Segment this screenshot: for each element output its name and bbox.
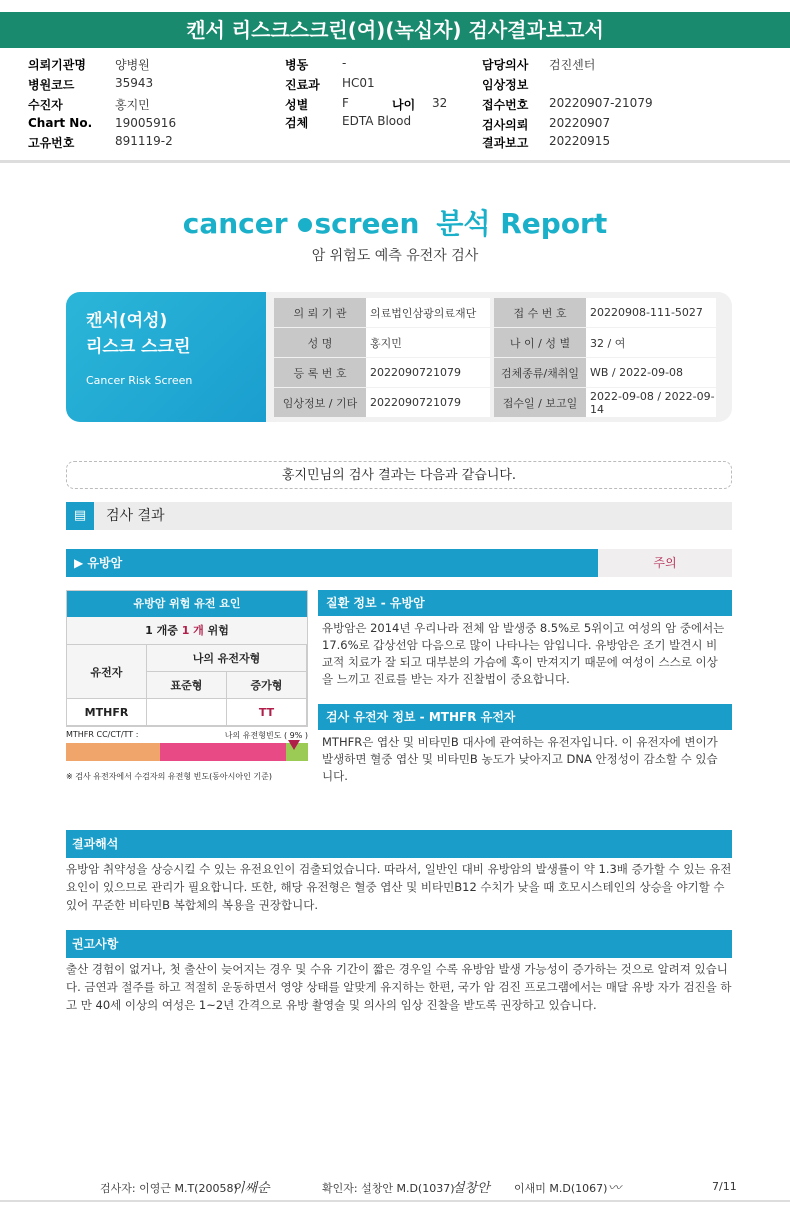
gene-column-header: 유전자 <box>67 645 147 699</box>
frequency-segment <box>160 743 286 761</box>
card-english-title: Cancer Risk Screen <box>86 374 193 387</box>
report-subtitle: 암 위험도 예측 유전자 검사 <box>311 248 479 264</box>
age-value: 32 <box>432 96 448 110</box>
header-value: 20220907-21079 <box>549 96 653 110</box>
count-number: 1 개 <box>181 624 204 637</box>
header-key: 의뢰기관명 <box>28 58 86 72</box>
card-row <box>274 358 724 387</box>
increased-value: TT <box>227 699 307 726</box>
patient-header <box>0 56 790 156</box>
frequency-note: ※ 검사 유전자에서 수검자의 유전형 빈도(동아시아인 기준) <box>66 772 272 781</box>
logo-dot-icon <box>298 218 312 232</box>
risk-count <box>67 617 307 645</box>
freq-right-label: 나의 유전형빈도 ( 9% ) <box>224 731 308 740</box>
interpretation-body: 유방암 취약성을 상승시킬 수 있는 유전요인이 검출되었습니다. 따라서, 일반인 대비 유방암의 발생률이 약 1.3배 증가할 수 있는 유전요인이 있으므로 관리가 필요합니다. 또한, 해당 유전형은 혈중 엽산 및 비타민B12 수치가 낮을 때 호모시스테인의 상승을 야기할 수 있어 꾸준한 비타민B 복합체의 복용을 권장합니다. <box>66 862 732 912</box>
header-key: 진료과 <box>285 78 320 92</box>
logo-report-text: 분석 Report <box>436 207 608 240</box>
disease-info-title: 질환 정보 - 유방암 <box>318 590 732 616</box>
header-key: 접수번호 <box>482 98 529 112</box>
count-prefix: 1 개중 <box>145 624 182 637</box>
report-title: 캔서 리스크스크린(여)(녹십자) 검사결과보고서 <box>0 12 790 48</box>
header-value: HC01 <box>342 76 375 90</box>
risk-table-header: 유방암 위험 유전 요인 <box>67 591 307 617</box>
interpretation-box <box>66 830 732 914</box>
card-value: 홍지민 <box>366 328 490 357</box>
recommendation-title: 권고사항 <box>66 930 732 958</box>
gene-info-box <box>318 704 732 785</box>
header-value: EDTA Blood <box>342 114 412 128</box>
header-key: 결과보고 <box>482 136 529 150</box>
section-title: 검사 결과 <box>106 508 165 524</box>
card-value: 2022090721079 <box>366 388 490 417</box>
freq-left-label: MTHFR CC/CT/TT : <box>66 730 139 739</box>
card-row <box>274 388 724 417</box>
confirmer-label: 확인자: 설창안 M.D(1037) <box>322 1182 455 1195</box>
genotype-header: 나의 유전자형 <box>147 645 307 672</box>
section-header <box>66 502 732 530</box>
cancer-screen-logo <box>0 202 790 242</box>
card-label: 등 록 번 호 <box>274 358 366 387</box>
cancer-result-bar <box>66 549 732 577</box>
summary-card <box>66 292 732 422</box>
interpretation-title: 결과해석 <box>66 830 732 858</box>
frequency-bar <box>66 743 308 761</box>
card-label: 검체종류/채취일 <box>494 358 586 387</box>
standard-value <box>147 699 227 726</box>
logo-cancer-text: cancer <box>182 207 288 240</box>
count-suffix: 위험 <box>203 624 229 637</box>
card-value: 2022090721079 <box>366 358 490 387</box>
third-signature-icon: 〰 <box>608 1181 622 1196</box>
card-title-line2: 리스크 스크린 <box>86 337 191 357</box>
header-key: 성별 <box>285 98 309 112</box>
header-key: 병원코드 <box>28 78 75 92</box>
cancer-name: ▶ 유방암 <box>66 549 598 577</box>
header-key: 고유번호 <box>28 136 75 150</box>
folder-icon: ▤ <box>66 502 94 530</box>
risk-factor-table <box>66 590 308 727</box>
header-key: 검체 <box>285 116 309 130</box>
recommendation-body: 출산 경험이 없거나, 첫 출산이 늦어지는 경우 및 수유 기간이 짧은 경우일 수록 유방암 발생 가능성이 증가하는 것으로 알려져 있습니다. 금연과 절주를 하고 적절히 운동하면서 영양 상태를 알맞게 유지하는 한편, 국가 암 검진 프로그램에서는 매달 유방 자가 검진을 하고 만 40세 이상의 여성은 1~2년 간격으로 유방 촬영술 및 의사의 임상 진찰을 받도록 권장하고 있습니다. <box>66 962 732 1012</box>
header-divider <box>0 160 790 163</box>
header-key: 담당의사 <box>482 58 529 72</box>
card-row <box>274 298 724 327</box>
tester-signature: 이쌔순 <box>232 1181 270 1196</box>
footer-divider <box>0 1200 790 1202</box>
card-value: WB / 2022-09-08 <box>586 358 716 387</box>
genotype-frequency <box>66 730 308 782</box>
header-value: 35943 <box>115 76 154 90</box>
header-key: 수진자 <box>28 98 63 112</box>
card-value: 32 / 여 <box>586 328 716 357</box>
marker-triangle-icon <box>288 740 300 750</box>
logo-screen-text: screen <box>314 207 420 240</box>
header-value: 양병원 <box>115 58 150 72</box>
header-key: Chart No. <box>28 116 93 130</box>
header-value: 검진센터 <box>549 58 596 72</box>
frequency-segment <box>66 743 160 761</box>
standard-header: 표준형 <box>147 672 227 699</box>
intro-message: 홍지민님의 검사 결과는 다음과 같습니다. <box>66 461 732 489</box>
header-value: 20220907 <box>549 116 611 130</box>
header-value: F <box>342 96 349 110</box>
card-info-table <box>274 298 724 418</box>
gene-info-body: MTHFR은 엽산 및 비타민B 대사에 관여하는 유전자입니다. 이 유전자에 변이가 발생하면 혈중 엽산 및 비타민B 농도가 낮아지고 DNA 안정성이 감소할 수 있습니다. <box>322 735 718 783</box>
card-value: 의료법인삼광의료재단 <box>366 298 490 327</box>
gene-name: MTHFR <box>67 699 147 726</box>
header-value: 홍지민 <box>115 98 150 112</box>
card-title-line1: 캔서(여성) <box>86 311 168 331</box>
card-row <box>274 328 724 357</box>
gene-info-title: 검사 유전자 정보 - MTHFR 유전자 <box>318 704 732 730</box>
card-value: 2022-09-08 / 2022-09-14 <box>586 388 716 417</box>
header-value: 891119-2 <box>115 134 173 148</box>
card-label: 성 명 <box>274 328 366 357</box>
card-label: 접 수 번 호 <box>494 298 586 327</box>
header-value: 19005916 <box>115 116 177 130</box>
disease-info-body: 유방암은 2014년 우리나라 전체 암 발생중 8.5%로 5위이고 여성의 암 중에서는 17.6%로 갑상선암 다음으로 많이 나타나는 암입니다. 유방암은 조기 발견시 비교적 치료가 잘 되고 대부분의 가슴에 혹이 만져지기 때문에 여성이 스스로 이상을 느끼고 진료를 받는 자가 진찰법이 중요합니다. <box>322 621 725 686</box>
disease-info-box <box>318 590 732 688</box>
header-key: 임상정보 <box>482 78 529 92</box>
increased-header: 증가형 <box>227 672 307 699</box>
confirmer-signature: 설창안 <box>452 1181 490 1196</box>
header-value: 20220915 <box>549 134 611 148</box>
card-label: 임상정보 / 기타 <box>274 388 366 417</box>
tester-label: 검사자: 이영근 M.T(20058) <box>100 1182 238 1195</box>
card-label: 나 이 / 성 별 <box>494 328 586 357</box>
card-label: 접수일 / 보고일 <box>494 388 586 417</box>
card-label: 의 뢰 기 관 <box>274 298 366 327</box>
card-title-panel <box>66 292 266 422</box>
page-number: 7/11 <box>712 1180 737 1193</box>
header-key: 병동 <box>285 58 309 72</box>
recommendation-box <box>66 930 732 1014</box>
header-key: 검사의뢰 <box>482 118 529 132</box>
card-value: 20220908-111-5027 <box>586 298 716 327</box>
signature-footer <box>0 1180 790 1200</box>
header-value: - <box>342 56 347 70</box>
third-signer-label: 이새미 M.D(1067) <box>514 1182 608 1195</box>
age-label: 나이 <box>392 98 416 112</box>
status-badge: 주의 <box>653 556 677 570</box>
